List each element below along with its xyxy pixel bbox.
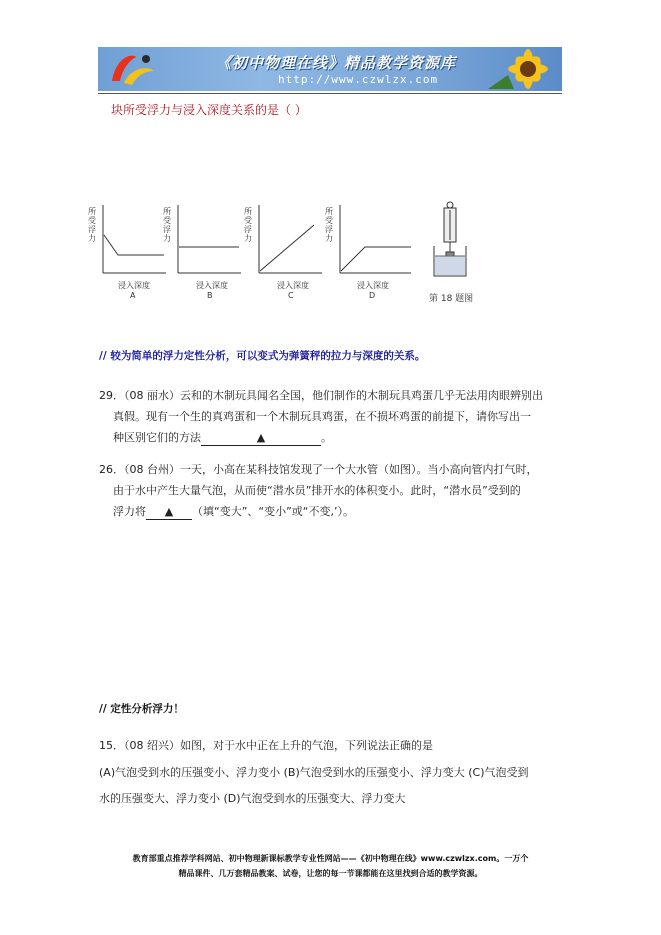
q26-line1: 26．（08 台州）一天，小高在某科技馆发现了一个大水管（如图）。当小高向管内打气时， <box>99 463 538 476</box>
section-note-1: // 较为简单的浮力定性分析，可以变式为弹簧秤的拉力与深度的关系。 <box>99 350 426 362</box>
graph-a-ylabel: 所受浮力 <box>88 207 96 243</box>
q29-line1: 29．（08 丽水）云和的木制玩具闻名全国，他们制作的木制玩具鸡蛋几乎无法用肉眼辨别出 <box>99 389 543 402</box>
question-fragment: 块所受浮力与浸入深度关系的是（ ） <box>111 103 307 117</box>
graph-c-option: C <box>288 291 294 300</box>
q26-line2: 由于水中产生大量气泡，从而使“潜水员”排开水的体积变小。此时，“潜水员”受到的 <box>113 484 521 497</box>
graph-a-option: A <box>130 291 136 300</box>
graph-b <box>173 205 243 277</box>
q29-answer-blank[interactable] <box>201 431 321 446</box>
q15-line2: (A)气泡受到水的压强变小、浮力变小 (B)气泡受到水的压强变小、浮力变大 (C)气泡受到 <box>99 766 529 779</box>
graph-b-option: B <box>207 291 213 300</box>
graph-b-ylabel: 所受浮力 <box>163 207 171 243</box>
footer-line1: 教育部重点推荐学科网站、初中物理新课标教学专业性网站——《初中物理在线》www.czwlzx.com。一万个 <box>132 854 529 863</box>
figure-caption: 第 18 题图 <box>429 294 474 304</box>
graph-b-xlabel: 浸入深度 <box>196 281 228 290</box>
footer-line2: 精品课件、几万套精品教案、试卷，让您的每一节课都能在这里找到合适的教学资源。 <box>178 869 483 878</box>
banner-url[interactable]: http://www.czwlzx.com <box>278 73 439 86</box>
graph-d-option: D <box>369 291 376 300</box>
graph-a <box>98 205 168 277</box>
q26-line3-text: 浮力将 <box>113 505 146 518</box>
q26-answer-blank[interactable] <box>146 505 192 520</box>
graph-c <box>254 205 324 277</box>
q29-line3-text: 种区别它们的方法 <box>113 431 201 444</box>
graph-d <box>335 205 415 277</box>
q29-line3-end: 。 <box>321 431 332 444</box>
q15-line3: 水的压强变大、浮力变小 (D)气泡受到水的压强变大、浮力变大 <box>99 792 406 805</box>
q26-line3 <box>113 501 354 522</box>
graph-a-xlabel: 浸入深度 <box>118 281 150 290</box>
header-banner <box>98 47 562 91</box>
q26-line3-end: （填“变大”、“变小”或“不变,’）。 <box>192 505 354 518</box>
spring-scale-beaker-figure <box>430 200 470 280</box>
graph-c-xlabel: 浸入深度 <box>277 281 309 290</box>
graph-c-ylabel: 所受浮力 <box>244 207 252 243</box>
banner-title: 《初中物理在线》精品教学资源库 <box>216 54 457 72</box>
q15-line1: 15．（08 绍兴）如图，对于水中正在上升的气泡，下列说法正确的是 <box>99 739 433 752</box>
site-logo-icon <box>106 51 158 87</box>
graph-d-xlabel: 浸入深度 <box>357 281 389 290</box>
sunflower-icon <box>488 49 558 89</box>
banner-divider <box>98 93 562 94</box>
graph-d-ylabel: 所受浮力 <box>325 207 333 243</box>
q29-line3 <box>113 427 332 448</box>
q29-blank-mark: ▲ <box>256 431 266 444</box>
q26-blank-mark: ▲ <box>164 505 174 518</box>
section-note-2: // 定性分析浮力！ <box>99 703 184 715</box>
q29-line2: 真假。现有一个生的真鸡蛋和一个木制玩具鸡蛋，在不损坏鸡蛋的前提下，请你写出一 <box>113 410 531 423</box>
